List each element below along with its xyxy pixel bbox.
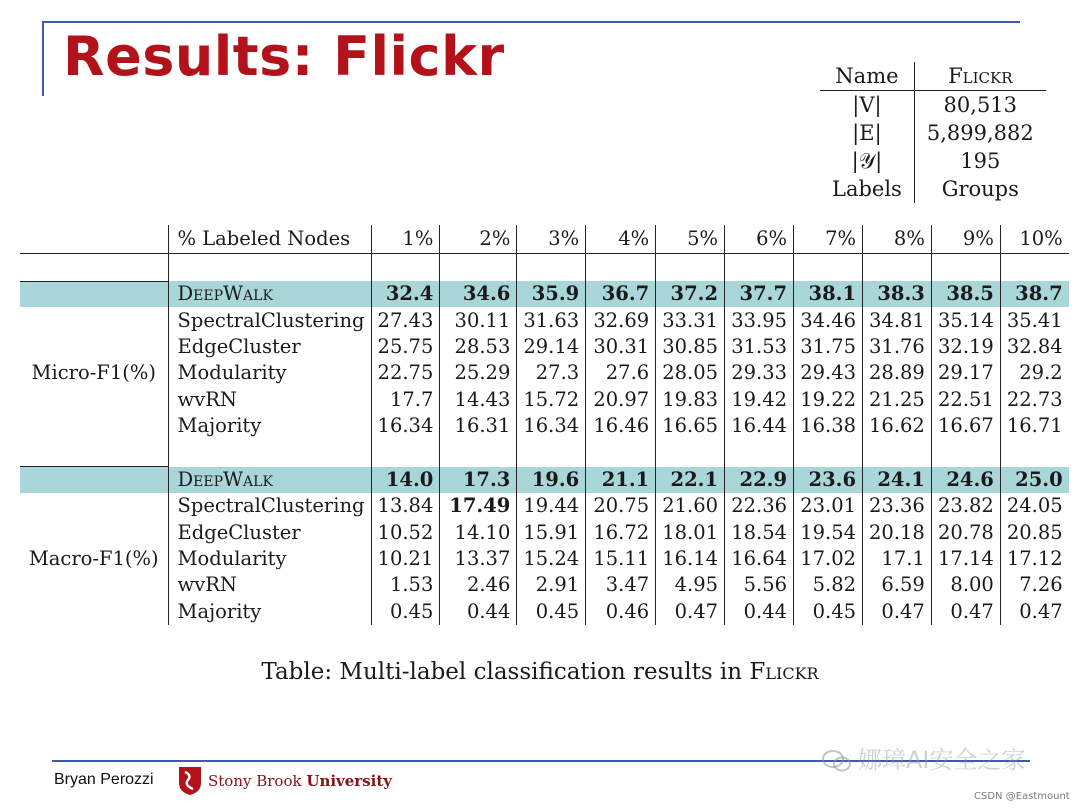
- value-cell: 19.54: [794, 519, 863, 545]
- spacer-cell: [20, 253, 168, 281]
- results-header-row: [20, 225, 1069, 253]
- value-cell: 27.3: [517, 360, 586, 386]
- metric-cell: [20, 281, 168, 307]
- table-row: [20, 493, 1069, 519]
- value-cell: 32.19: [931, 334, 1000, 360]
- value-cell: 8.00: [931, 572, 1000, 598]
- column-header: 3%: [517, 225, 586, 253]
- metric-cell: [20, 386, 168, 412]
- dataset-info-value: 5,899,882: [926, 121, 1034, 145]
- value-cell: 29.33: [725, 360, 794, 386]
- spacer-cell: [1000, 253, 1068, 281]
- table-row: [20, 386, 1069, 412]
- value-cell: 23.36: [863, 493, 932, 519]
- value-cell: 31.53: [725, 334, 794, 360]
- value-cell: 16.64: [725, 546, 794, 572]
- value-cell: 0.47: [931, 598, 1000, 624]
- value-cell: 24.05: [1000, 493, 1068, 519]
- university-shield-icon: [178, 766, 202, 796]
- table-row: [20, 334, 1069, 360]
- value-cell: 5.56: [725, 572, 794, 598]
- metric-cell: [20, 334, 168, 360]
- value-cell: 18.01: [656, 519, 725, 545]
- value-cell: 27.6: [586, 360, 656, 386]
- spacer-cell: [586, 253, 656, 281]
- dataset-info-value: Groups: [941, 177, 1019, 201]
- value-cell: 13.37: [440, 546, 517, 572]
- value-cell: 34.46: [794, 307, 863, 333]
- value-cell: 25.0: [1000, 467, 1068, 493]
- gap-cell: [586, 439, 656, 467]
- value-cell: 14.43: [440, 386, 517, 412]
- table-row: [20, 572, 1069, 598]
- metric-cell: [20, 493, 168, 519]
- value-cell: 34.6: [440, 281, 517, 307]
- value-cell: 20.97: [586, 386, 656, 412]
- value-cell: 37.7: [725, 281, 794, 307]
- highlighted-row: [20, 467, 1069, 493]
- value-cell: 35.14: [931, 307, 1000, 333]
- value-cell: 28.89: [863, 360, 932, 386]
- value-cell: 4.95: [656, 572, 725, 598]
- dataset-info-row: [820, 119, 1046, 147]
- value-cell: 16.71: [1000, 412, 1068, 438]
- value-cell: 16.72: [586, 519, 656, 545]
- value-cell: 16.34: [517, 412, 586, 438]
- value-cell: 28.05: [656, 360, 725, 386]
- value-cell: 22.9: [725, 467, 794, 493]
- value-cell: 29.14: [517, 334, 586, 360]
- table-row: [20, 598, 1069, 624]
- value-cell: 31.63: [517, 307, 586, 333]
- value-cell: 20.75: [586, 493, 656, 519]
- header-rule-left: [42, 21, 44, 96]
- value-cell: 20.85: [1000, 519, 1068, 545]
- gap-cell: [440, 439, 517, 467]
- value-cell: 19.22: [794, 386, 863, 412]
- method-name: wvRN: [168, 572, 371, 598]
- value-cell: 29.17: [931, 360, 1000, 386]
- value-cell: 33.95: [725, 307, 794, 333]
- value-cell: 0.45: [371, 598, 440, 624]
- value-cell: 0.47: [656, 598, 725, 624]
- value-cell: 3.47: [586, 572, 656, 598]
- dataset-info-key: |𝒴|: [820, 147, 914, 175]
- wechat-icon: [822, 749, 852, 773]
- value-cell: 14.10: [440, 519, 517, 545]
- spacer-cell: [440, 253, 517, 281]
- value-cell: 38.5: [931, 281, 1000, 307]
- value-cell: 0.46: [586, 598, 656, 624]
- gap-cell: [517, 439, 586, 467]
- value-cell: 30.11: [440, 307, 517, 333]
- metric-cell: [20, 519, 168, 545]
- gap-cell: [656, 439, 725, 467]
- value-cell: 0.47: [863, 598, 932, 624]
- value-cell: 21.60: [656, 493, 725, 519]
- dataset-info-value: 80,513: [943, 93, 1018, 117]
- value-cell: 19.83: [656, 386, 725, 412]
- header-label: % Labeled Nodes: [168, 225, 371, 253]
- highlighted-row: [20, 281, 1069, 307]
- gap-cell: [794, 439, 863, 467]
- dataset-info-row: [820, 147, 1046, 175]
- value-cell: 0.44: [725, 598, 794, 624]
- method-name: Modularity: [168, 546, 371, 572]
- gap-cell: [931, 439, 1000, 467]
- header-empty-cell: [20, 225, 168, 253]
- value-cell: 25.29: [440, 360, 517, 386]
- slide-title: Results: Flickr: [63, 25, 505, 88]
- value-cell: 36.7: [586, 281, 656, 307]
- value-cell: 7.26: [1000, 572, 1068, 598]
- university-logo-text: [208, 772, 392, 790]
- dataset-info-header: [820, 62, 1046, 91]
- value-cell: 16.46: [586, 412, 656, 438]
- value-cell: 17.7: [371, 386, 440, 412]
- value-cell: 29.2: [1000, 360, 1068, 386]
- value-cell: 25.75: [371, 334, 440, 360]
- metric-cell: [20, 307, 168, 333]
- value-cell: 15.24: [517, 546, 586, 572]
- value-cell: 29.43: [794, 360, 863, 386]
- caption-text: Table: Multi-label classification results in: [261, 659, 750, 685]
- value-cell: 20.78: [931, 519, 1000, 545]
- method-name: SpectralClustering: [168, 493, 371, 519]
- value-cell: 1.53: [371, 572, 440, 598]
- value-cell: 22.73: [1000, 386, 1068, 412]
- spacer-cell: [517, 253, 586, 281]
- table-caption: [0, 659, 1080, 685]
- value-cell: 18.54: [725, 519, 794, 545]
- value-cell: 32.4: [371, 281, 440, 307]
- metric-cell: [20, 572, 168, 598]
- dataset-info-value: 195: [960, 149, 1001, 173]
- caption-dataset: Flickr: [749, 659, 819, 685]
- university-name-a: Stony Brook: [208, 772, 307, 790]
- value-cell: 16.44: [725, 412, 794, 438]
- value-cell: 31.75: [794, 334, 863, 360]
- value-cell: 30.31: [586, 334, 656, 360]
- value-cell: 35.41: [1000, 307, 1068, 333]
- results-table: [20, 225, 1069, 625]
- method-name: Majority: [168, 598, 371, 624]
- dataset-info-key: Labels: [820, 175, 914, 203]
- method-name: DeepWalk: [168, 467, 371, 493]
- value-cell: 15.11: [586, 546, 656, 572]
- value-cell: 28.53: [440, 334, 517, 360]
- value-cell: 16.62: [863, 412, 932, 438]
- gap-cell: [1000, 439, 1068, 467]
- value-cell: 17.14: [931, 546, 1000, 572]
- value-cell: 22.75: [371, 360, 440, 386]
- method-name: wvRN: [168, 386, 371, 412]
- table-row: [20, 519, 1069, 545]
- value-cell: 16.38: [794, 412, 863, 438]
- value-cell: 17.12: [1000, 546, 1068, 572]
- author-name: Bryan Perozzi: [54, 771, 154, 788]
- method-name: EdgeCluster: [168, 334, 371, 360]
- value-cell: 17.49: [440, 493, 517, 519]
- value-cell: 15.72: [517, 386, 586, 412]
- spacer-cell: [794, 253, 863, 281]
- value-cell: 38.3: [863, 281, 932, 307]
- spacer-cell: [371, 253, 440, 281]
- value-cell: 19.42: [725, 386, 794, 412]
- value-cell: 16.67: [931, 412, 1000, 438]
- gap-cell: [863, 439, 932, 467]
- value-cell: 2.91: [517, 572, 586, 598]
- value-cell: 37.2: [656, 281, 725, 307]
- gap-cell: [725, 439, 794, 467]
- value-cell: 22.51: [931, 386, 1000, 412]
- value-cell: 23.82: [931, 493, 1000, 519]
- gap-cell: [168, 439, 371, 467]
- value-cell: 24.1: [863, 467, 932, 493]
- spacer-cell: [656, 253, 725, 281]
- value-cell: 19.6: [517, 467, 586, 493]
- header-rule-top: [42, 21, 1020, 23]
- table-row: [20, 307, 1069, 333]
- method-name: Majority: [168, 412, 371, 438]
- value-cell: 21.1: [586, 467, 656, 493]
- dataset-info-table: [820, 62, 1046, 203]
- column-header: 7%: [794, 225, 863, 253]
- value-cell: 16.14: [656, 546, 725, 572]
- value-cell: 0.45: [794, 598, 863, 624]
- method-name: DeepWalk: [168, 281, 371, 307]
- university-name-b: University: [306, 772, 392, 790]
- value-cell: 19.44: [517, 493, 586, 519]
- value-cell: 33.31: [656, 307, 725, 333]
- source-credit: CSDN @Eastmount: [974, 791, 1070, 802]
- value-cell: 13.84: [371, 493, 440, 519]
- watermark-text: 娜璋AI安全之家: [858, 746, 1026, 774]
- metric-label: Micro-F1(%): [31, 361, 156, 385]
- gap-cell: [20, 439, 168, 467]
- spacer-cell: [725, 253, 794, 281]
- gap-cell: [371, 439, 440, 467]
- spacer-cell: [168, 253, 371, 281]
- dataset-info-row: [820, 91, 1046, 120]
- section-spacer: [20, 253, 1069, 281]
- value-cell: 22.36: [725, 493, 794, 519]
- value-cell: 17.02: [794, 546, 863, 572]
- value-cell: 0.45: [517, 598, 586, 624]
- value-cell: 5.82: [794, 572, 863, 598]
- value-cell: 17.3: [440, 467, 517, 493]
- value-cell: 10.52: [371, 519, 440, 545]
- column-header: 1%: [371, 225, 440, 253]
- value-cell: 20.18: [863, 519, 932, 545]
- value-cell: 38.1: [794, 281, 863, 307]
- value-cell: 21.25: [863, 386, 932, 412]
- metric-cell: [20, 412, 168, 438]
- value-cell: 32.84: [1000, 334, 1068, 360]
- column-header: 10%: [1000, 225, 1068, 253]
- column-header: 4%: [586, 225, 656, 253]
- method-name: SpectralClustering: [168, 307, 371, 333]
- value-cell: 16.65: [656, 412, 725, 438]
- metric-cell: [20, 467, 168, 493]
- method-name: EdgeCluster: [168, 519, 371, 545]
- value-cell: 30.85: [656, 334, 725, 360]
- value-cell: 24.6: [931, 467, 1000, 493]
- table-row: [20, 360, 1069, 386]
- value-cell: 35.9: [517, 281, 586, 307]
- spacer-cell: [863, 253, 932, 281]
- value-cell: 14.0: [371, 467, 440, 493]
- watermark: [822, 740, 1026, 775]
- value-cell: 0.47: [1000, 598, 1068, 624]
- value-cell: 38.7: [1000, 281, 1068, 307]
- column-header: 2%: [440, 225, 517, 253]
- column-header: 6%: [725, 225, 794, 253]
- table-row: [20, 412, 1069, 438]
- value-cell: 23.6: [794, 467, 863, 493]
- dataset-info-key: |V|: [820, 91, 914, 120]
- value-cell: 15.91: [517, 519, 586, 545]
- value-cell: 34.81: [863, 307, 932, 333]
- value-cell: 23.01: [794, 493, 863, 519]
- metric-label: Macro-F1(%): [28, 547, 159, 571]
- value-cell: 2.46: [440, 572, 517, 598]
- dataset-info-header-name: Name: [820, 62, 914, 91]
- spacer-cell: [931, 253, 1000, 281]
- column-header: 5%: [656, 225, 725, 253]
- dataset-info-row: [820, 175, 1046, 203]
- value-cell: 32.69: [586, 307, 656, 333]
- value-cell: 16.31: [440, 412, 517, 438]
- value-cell: 0.44: [440, 598, 517, 624]
- value-cell: 22.1: [656, 467, 725, 493]
- value-cell: 6.59: [863, 572, 932, 598]
- value-cell: 17.1: [863, 546, 932, 572]
- section-gap: [20, 439, 1069, 467]
- dataset-info-header-dataset: Flickr: [914, 62, 1045, 91]
- table-row: [20, 546, 1069, 572]
- column-header: 9%: [931, 225, 1000, 253]
- value-cell: 27.43: [371, 307, 440, 333]
- column-header: 8%: [863, 225, 932, 253]
- method-name: Modularity: [168, 360, 371, 386]
- value-cell: 31.76: [863, 334, 932, 360]
- metric-cell: [20, 598, 168, 624]
- dataset-info-key: |E|: [820, 119, 914, 147]
- value-cell: 16.34: [371, 412, 440, 438]
- value-cell: 10.21: [371, 546, 440, 572]
